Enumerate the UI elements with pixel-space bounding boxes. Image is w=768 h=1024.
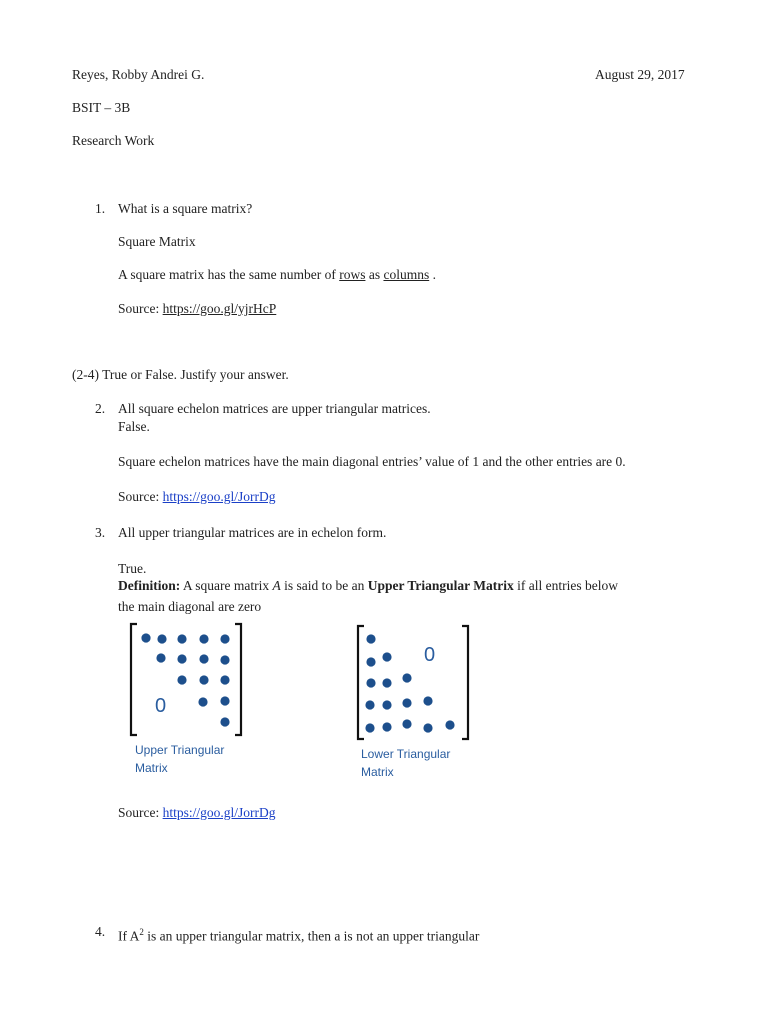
student-name: Reyes, Robby Andrei G. — [72, 67, 205, 82]
lower-zero-label: 0 — [424, 644, 436, 666]
q3-definition-line2: the main diagonal are zero — [118, 599, 262, 614]
upper-caption-line2: Matrix — [135, 761, 168, 775]
q3-definition — [118, 578, 618, 594]
q1-answer-mid: as — [365, 267, 384, 282]
q2-question: All square echelon matrices are upper triangular matrices. — [118, 401, 431, 416]
upper-right-bracket — [235, 624, 241, 735]
document-title: Research Work — [72, 133, 155, 148]
q4-number: 4. — [95, 924, 106, 939]
def-post: if all entries below — [513, 578, 618, 593]
class-section: BSIT – 3B — [72, 100, 131, 115]
q1-question: What is a square matrix? — [118, 201, 253, 216]
q3-source — [118, 805, 276, 821]
q3-answer: True. — [118, 561, 147, 576]
q1-source-link[interactable]: https://goo.gl/yjrHcP — [162, 301, 277, 316]
q4-superscript: 2 — [139, 927, 144, 937]
q3-question: All upper triangular matrices are in echelon form. — [118, 525, 387, 540]
q1-answer — [118, 267, 436, 283]
document-date: August 29, 2017 — [595, 67, 685, 82]
q1-heading: Square Matrix — [118, 234, 196, 249]
upper-caption-line1: Upper Triangular — [135, 743, 225, 757]
q4-pre: If A — [118, 928, 140, 944]
q1-source — [118, 301, 276, 317]
lower-dots — [365, 634, 454, 732]
q2-answer: False. — [118, 419, 150, 434]
lower-caption-line1: Lower Triangular — [361, 747, 451, 761]
q2-explanation: Square echelon matrices have the main diagonal entries’ value of 1 and the other entries are 0. — [118, 454, 626, 469]
q1-number: 1. — [95, 201, 106, 216]
def-mid: is said to be an — [280, 578, 368, 593]
upper-left-bracket — [131, 624, 137, 735]
lower-right-bracket — [462, 626, 468, 739]
def-var: A — [272, 578, 281, 593]
q3-number: 3. — [95, 525, 106, 540]
q2-source-label: Source: — [118, 489, 163, 504]
q3-source-link[interactable]: https://goo.gl/JorrDg — [162, 805, 276, 820]
lower-caption-line2: Matrix — [361, 765, 394, 779]
tf-heading: (2-4) True or False. Justify your answer. — [72, 367, 289, 382]
q3-source-label: Source: — [118, 805, 163, 820]
columns-link[interactable]: columns — [383, 267, 430, 282]
q2-number: 2. — [95, 401, 106, 416]
def-pre: A square matrix — [180, 578, 273, 593]
q2-source-link[interactable]: https://goo.gl/JorrDg — [162, 489, 276, 504]
rows-link[interactable]: rows — [339, 267, 366, 282]
q4-post: is an upper triangular matrix, then a is not an upper triangular — [143, 928, 480, 944]
q1-source-label: Source: — [118, 301, 163, 316]
definition-label: Definition: — [118, 578, 181, 593]
upper-zero-label: 0 — [155, 695, 167, 717]
q1-answer-pre: A square matrix has the same number of — [118, 267, 340, 282]
q4-question — [118, 924, 479, 945]
q2-source — [118, 489, 276, 505]
lower-left-bracket — [358, 626, 364, 739]
upper-triangular-matrix-figure — [125, 620, 250, 740]
lower-triangular-matrix-figure — [352, 622, 477, 744]
def-term: Upper Triangular Matrix — [367, 578, 514, 593]
q1-answer-post: . — [429, 267, 436, 282]
